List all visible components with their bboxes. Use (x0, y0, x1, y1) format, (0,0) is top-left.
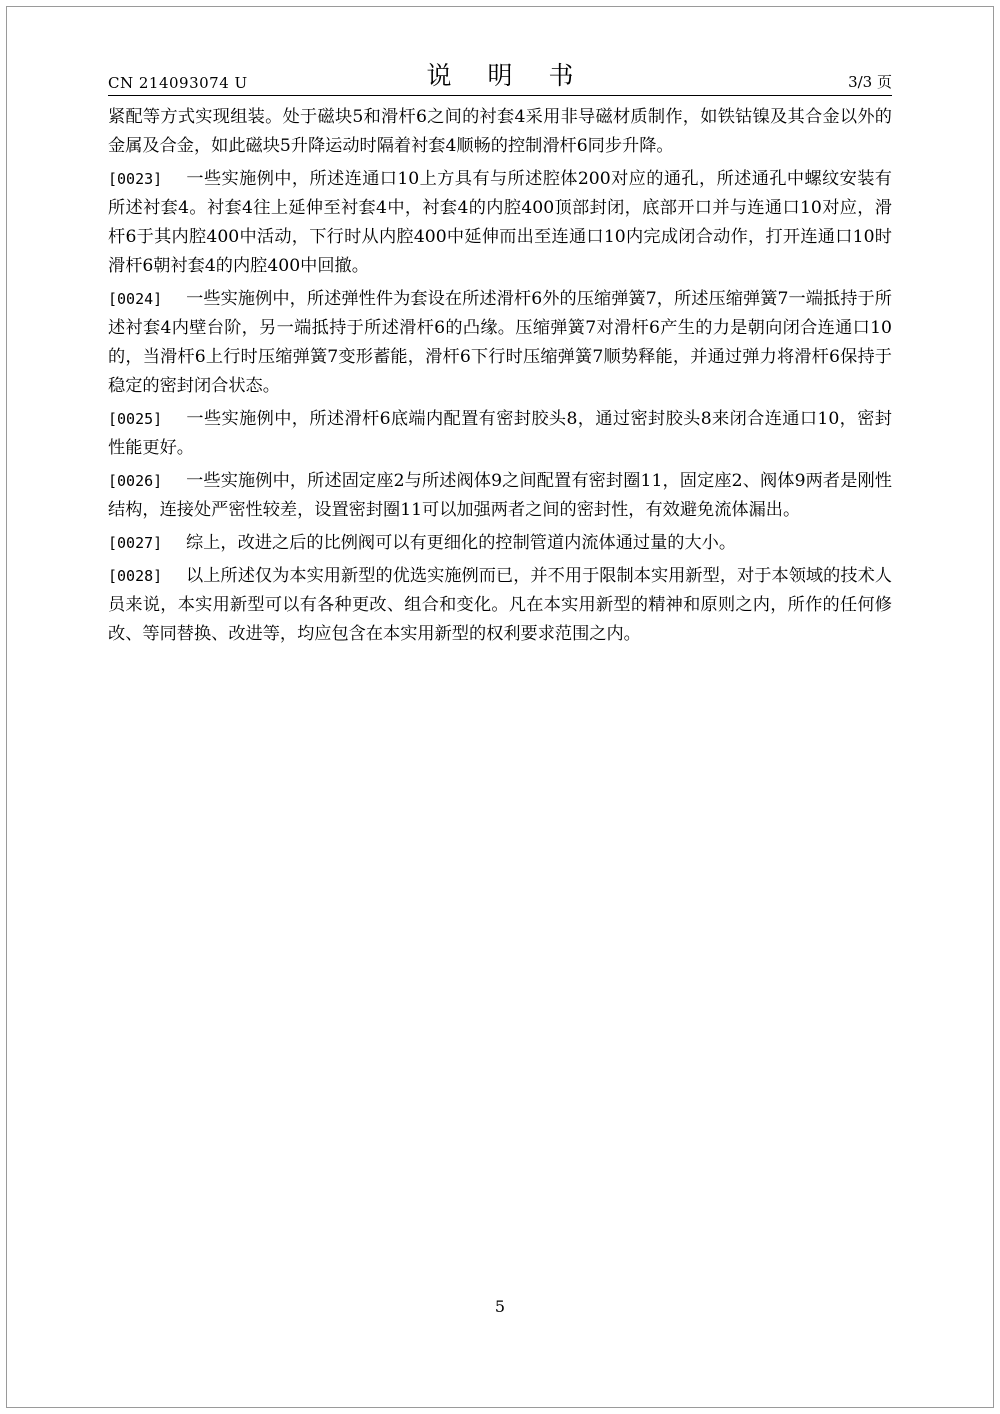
paragraph-text: 一些实施例中，所述连通口10上方具有与所述腔体200对应的通孔，所述通孔中螺纹安装有所述衬套4。衬套4往上延伸至衬套4中，衬套4的内腔400顶部封闭，底部开口并与连通口10对应，滑杆6于其内腔400中活动，下行时从内腔400中延伸而出至连通口10内完成闭合动作，打开连通口10时滑杆6朝衬套4的内腔400中回撤。 (108, 169, 892, 276)
paragraph-0027 (108, 529, 892, 558)
page-header (108, 58, 892, 98)
paragraph-text: 一些实施例中，所述滑杆6底端内配置有密封胶头8，通过密封胶头8来闭合连通口10，密封性能更好。 (108, 409, 892, 458)
page-footer (0, 1297, 1000, 1316)
paragraph-number: [0025] (108, 410, 163, 428)
paragraph-number: [0027] (108, 534, 163, 552)
paragraph-text: 一些实施例中，所述固定座2与所述阀体9之间配置有密封圈11，固定座2、阀体9两者是刚性结构，连接处严密性较差，设置密封圈11可以加强两者之间的密封性，有效避免流体漏出。 (108, 471, 892, 520)
page-of-count: 3/3 页 (848, 73, 892, 91)
paragraph-text: 一些实施例中，所述弹性件为套设在所述滑杆6外的压缩弹簧7，所述压缩弹簧7一端抵持于所述衬套4内壁台阶，另一端抵持于所述滑杆6的凸缘。压缩弹簧7对滑杆6产生的力是朝向闭合连通口10的，当滑杆6上行时压缩弹簧7变形蓄能，滑杆6下行时压缩弹簧7顺势释能，并通过弹力将滑杆6保持于稳定的密封闭合状态。 (108, 289, 892, 396)
paragraph-continuation (108, 103, 892, 161)
paragraph-number: [0023] (108, 170, 163, 188)
document-number: CN 214093074 U (108, 74, 248, 92)
document-title: 说 明 书 (426, 61, 588, 90)
paragraph-0026 (108, 467, 892, 525)
document-body (108, 103, 892, 653)
paragraph-0024 (108, 285, 892, 401)
paragraph-text: 以上所述仅为本实用新型的优选实施例而已，并不用于限制本实用新型，对于本领域的技术人员来说，本实用新型可以有各种更改、组合和变化。凡在本实用新型的精神和原则之内，所作的任何修改、等同替换、改进等，均应包含在本实用新型的权利要求范围之内。 (108, 566, 892, 644)
paragraph-0028 (108, 562, 892, 649)
paragraph-text: 紧配等方式实现组装。处于磁块5和滑杆6之间的衬套4采用非导磁材质制作，如铁钴镍及其合金以外的金属及合金，如此磁块5升降运动时隔着衬套4顺畅的控制滑杆6同步升降。 (108, 107, 892, 156)
paragraph-number: [0028] (108, 567, 163, 585)
paragraph-0023 (108, 165, 892, 281)
paragraph-number: [0026] (108, 472, 163, 490)
paragraph-text: 综上，改进之后的比例阀可以有更细化的控制管道内流体通过量的大小。 (186, 533, 737, 553)
paragraph-number: [0024] (108, 290, 163, 308)
header-rule (108, 95, 892, 96)
paragraph-0025 (108, 405, 892, 463)
page-number: 5 (494, 1297, 506, 1316)
